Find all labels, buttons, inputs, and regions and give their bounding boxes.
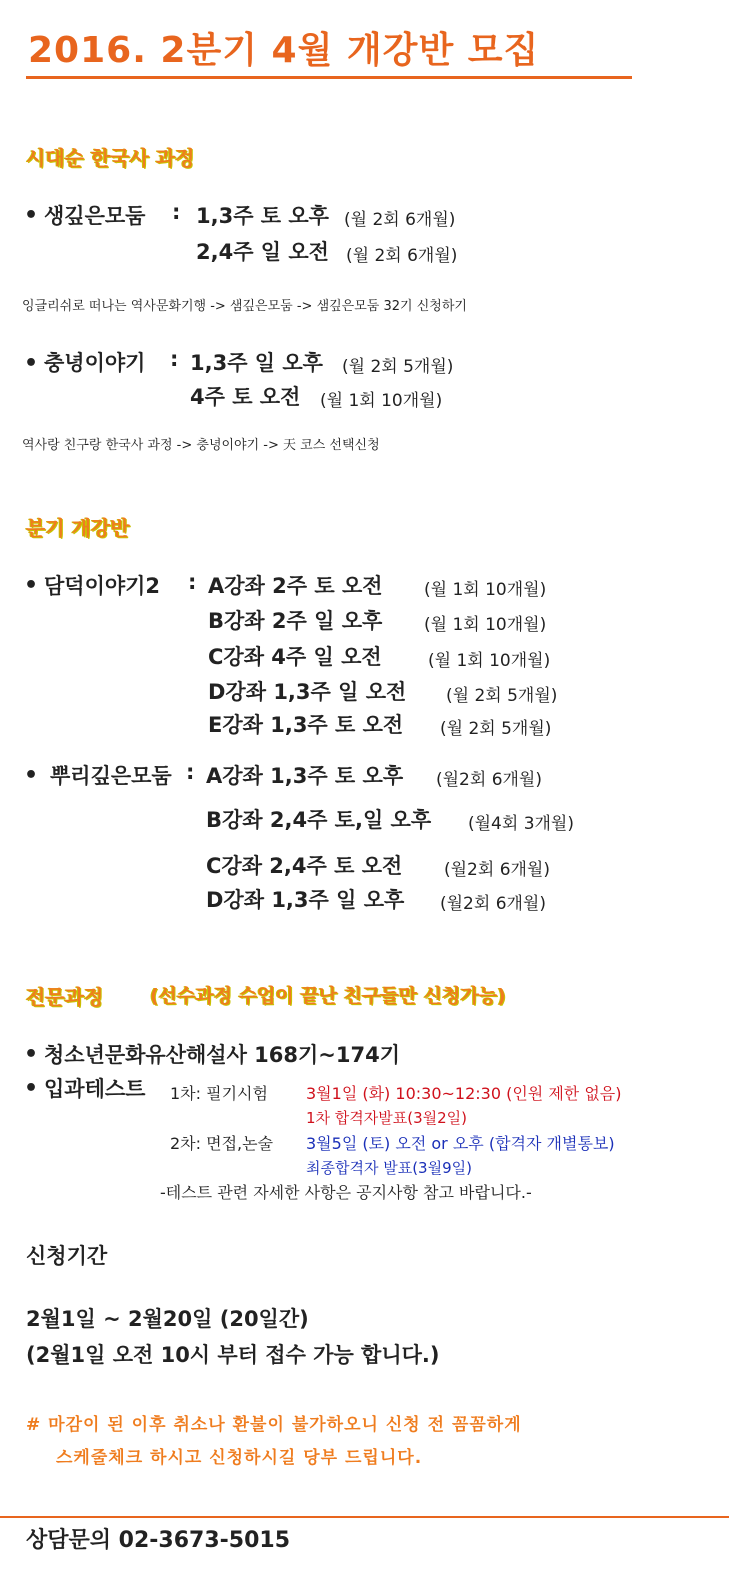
separator-colon: : xyxy=(170,347,179,371)
schedule-note: (월 1회 10개월) xyxy=(424,615,547,635)
period-dates: 2월1일 ~ 2월20일 (20일간) xyxy=(26,1307,309,1331)
schedule: D강좌 1,3주 일 오전 xyxy=(208,680,407,704)
separator-colon: : xyxy=(172,200,181,224)
schedule: B강좌 2주 일 오후 xyxy=(208,609,383,633)
schedule: C강좌 4주 일 오전 xyxy=(208,645,382,669)
schedule-note: (월 1회 10개월) xyxy=(320,391,443,411)
test-notice: -테스트 관련 자세한 사항은 공지사항 참고 바랍니다.- xyxy=(160,1183,532,1202)
contact-phone: 상담문의 02-3673-5015 xyxy=(26,1528,291,1553)
schedule: A강좌 2주 토 오전 xyxy=(208,574,383,598)
schedule: A강좌 1,3주 토 오후 xyxy=(206,764,404,788)
section-heading-professional: 전문과정 xyxy=(26,985,104,1009)
schedule-note: (월4회 3개월) xyxy=(468,814,574,834)
test-round-2-detail: 3월5일 (토) 오전 or 오후 (합격자 개별통보) xyxy=(306,1134,615,1153)
test-round-2-label: 2차: 면접,논술 xyxy=(170,1134,274,1153)
course-name-saemgipeun: 생깊은모둠 xyxy=(44,204,146,228)
bullet-icon: • xyxy=(24,573,39,598)
course-name-chungnyeong: 충녕이야기 xyxy=(44,351,146,375)
test-round-1-result: 1차 합격자발표(3월2일) xyxy=(306,1109,468,1127)
schedule: C강좌 2,4주 토 오전 xyxy=(206,854,403,878)
schedule-note: (월 2회 5개월) xyxy=(440,719,552,739)
signup-path: 잉글리쉬로 떠나는 역사문화기행 -> 샘깊은모둠 -> 샘깊은모둠 32기 신청하기 xyxy=(22,299,467,314)
period-start-note: (2월1일 오전 10시 부터 접수 가능 합니다.) xyxy=(26,1343,440,1367)
schedule-note: (월 2회 6개월) xyxy=(344,210,456,230)
separator-colon: : xyxy=(188,570,197,594)
section-heading-note: (선수과정 수업이 끝난 친구들만 신청가능) xyxy=(150,985,506,1007)
schedule-note: (월 1회 10개월) xyxy=(424,580,547,600)
entrance-test-title: 입과테스트 xyxy=(44,1077,146,1101)
schedule: D강좌 1,3주 일 오후 xyxy=(206,888,405,912)
schedule-note: (월2회 6개월) xyxy=(436,770,542,790)
schedule-note: (월 2회 5개월) xyxy=(342,357,454,377)
refund-warning-line2: 스케줄체크 하시고 신청하시길 당부 드립니다. xyxy=(56,1448,423,1468)
bullet-icon: • xyxy=(24,763,39,788)
test-round-1-label: 1차: 필기시험 xyxy=(170,1084,268,1103)
schedule: 1,3주 일 오후 xyxy=(190,351,323,375)
schedule: 1,3주 토 오후 xyxy=(196,204,329,228)
schedule: B강좌 2,4주 토,일 오후 xyxy=(206,808,432,832)
test-round-2-result: 최종합격자 발표(3월9일) xyxy=(306,1159,472,1177)
course-name-ppuri: 뿌리깊은모둠 xyxy=(50,764,172,788)
bullet-icon: • xyxy=(24,1076,39,1101)
schedule-note: (월2회 6개월) xyxy=(440,894,546,914)
course-name-damdeok: 담덕이야기2 xyxy=(44,574,161,598)
test-round-1-detail: 3월1일 (화) 10:30~12:30 (인원 제한 없음) xyxy=(306,1084,622,1103)
page-title: 2016. 2분기 4월 개강반 모집 xyxy=(28,30,540,71)
section-heading-quarter: 분기 개강반 xyxy=(26,516,130,540)
bullet-icon: • xyxy=(24,203,39,228)
schedule-note: (월 2회 5개월) xyxy=(446,686,558,706)
refund-warning-line1: # 마감이 된 이후 취소나 환불이 불가하오니 신청 전 꼼꼼하게 xyxy=(26,1415,522,1435)
bullet-icon: • xyxy=(24,1042,39,1067)
title-underline xyxy=(26,76,632,79)
course-name-heritage: 청소년문화유산해설사 168기~174기 xyxy=(44,1043,401,1067)
period-heading: 신청기간 xyxy=(26,1244,108,1268)
bullet-icon: • xyxy=(24,351,39,376)
separator-colon: : xyxy=(186,760,195,784)
signup-path: 역사랑 친구랑 한국사 과정 -> 충녕이야기 -> 天 코스 선택신청 xyxy=(22,438,380,453)
schedule-note: (월2회 6개월) xyxy=(444,860,550,880)
schedule-note: (월 2회 6개월) xyxy=(346,246,458,266)
section-heading-history: 시대순 한국사 과정 xyxy=(26,146,195,170)
footer-divider xyxy=(0,1516,729,1518)
schedule-note: (월 1회 10개월) xyxy=(428,651,551,671)
schedule: E강좌 1,3주 토 오전 xyxy=(208,713,404,737)
schedule: 2,4주 일 오전 xyxy=(196,240,329,264)
schedule: 4주 토 오전 xyxy=(190,385,301,409)
